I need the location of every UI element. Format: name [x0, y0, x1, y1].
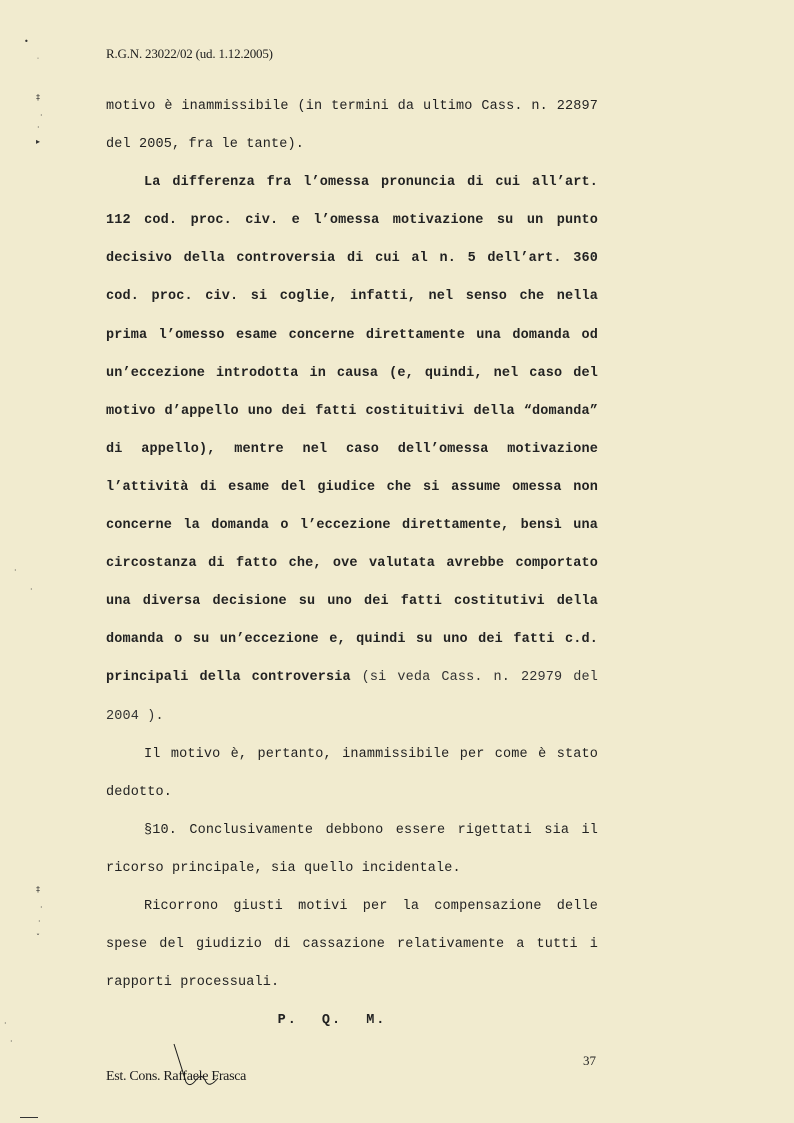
signature-label: Est. Cons. Raffaele Frasca	[106, 1069, 247, 1084]
paragraph-compensazione: Ricorrono giusti motivi per la compensazione delle spese del giudizio di cassazione relativamente a tutti i rapporti processuali.	[106, 898, 598, 991]
page-number: 37	[583, 1053, 596, 1068]
document-reference-header: R.G.N. 23022/02 (ud. 1.12.2005)	[106, 46, 273, 61]
paragraph-differenza	[106, 164, 598, 735]
pqm-heading: P. Q. M.	[277, 1013, 387, 1029]
document-body	[106, 88, 598, 1040]
paragraph-section-10: §10. Conclusivamente debbono essere rigettati sia il ricorso principale, sia quello incidentale.	[106, 822, 598, 876]
paragraph-continuation: motivo è inammissibile (in termini da ultimo Cass. n. 22897 del 2005, fra le tante).	[106, 99, 598, 153]
paragraph-differenza-bold: La differenza fra l’omessa pronuncia di cui all’art. 112 cod. proc. civ. e l’omessa motivazione su un punto decisivo della controversia di cui al n. 5 dell’art. 360 cod. proc. civ. si coglie, infatti, nel senso che nella prima l’omesso esame concerne direttamente una domanda od un’eccezione introdotta in causa (e, quindi, nel caso del motivo d’appello uno dei fatti costituitivi della “domanda” di appello), mentre nel caso dell’omessa motivazione l’attività di esame del giudice che si assume omessa non concerne la domanda o l’eccezione direttamente, bensì una circostanza di fatto che, ove valutata avrebbe comportato una diversa decisione su uno dei fatti costitutivi della domanda o su un’eccezione e, quindi su uno dei fatti c.d. principali della controversia	[106, 175, 598, 686]
citation-cass-22979: (si veda Cass. n. 22979 del 2004 ).	[106, 670, 598, 724]
paragraph-inammissibile: Il motivo è, pertanto, inammissibile per come è stato dedotto.	[106, 746, 598, 800]
margin-marks: • ˙ ‡ · · ▸ · · ‡ · · ˇ · ·	[4, 37, 43, 1046]
bottom-rule	[20, 1117, 38, 1118]
